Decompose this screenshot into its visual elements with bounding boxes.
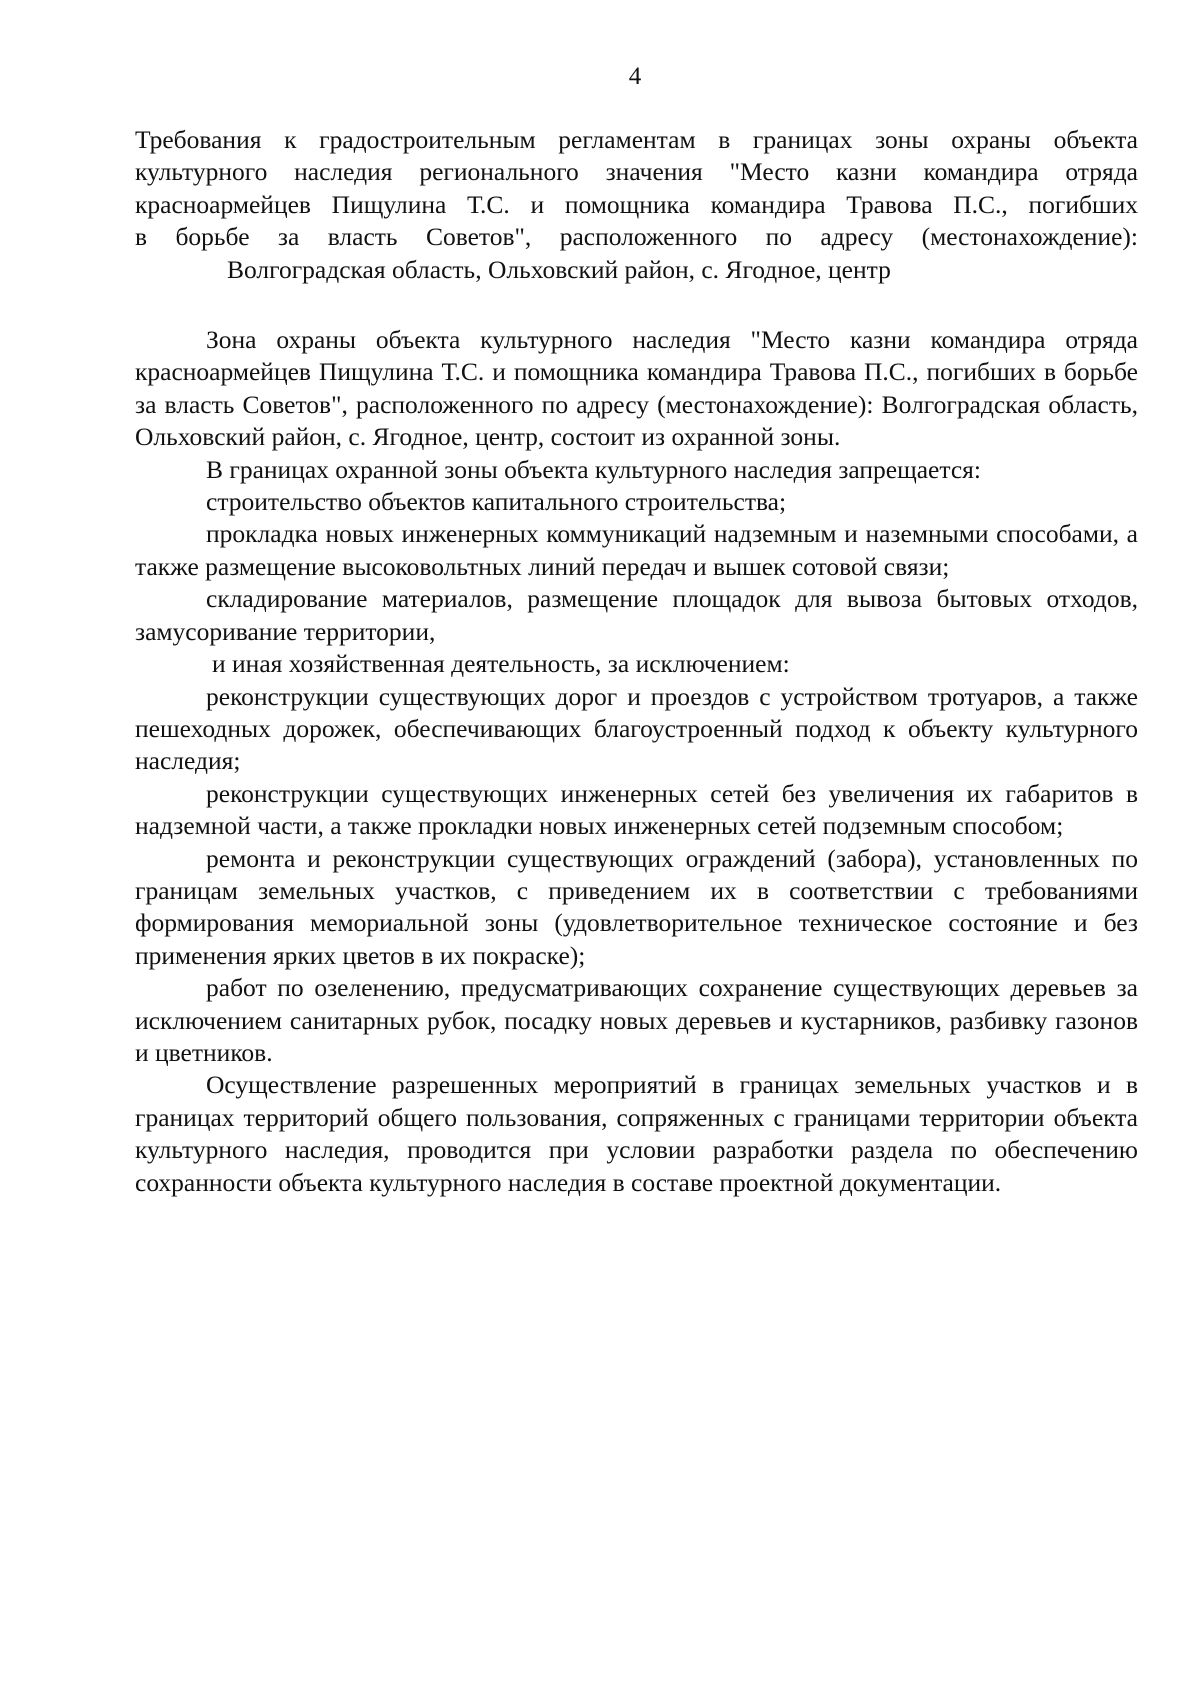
paragraph-prohibition-storage: складирование материалов, размещение площадок для вывоза бытовых отходов, замусоривание территории,: [135, 584, 1138, 646]
paragraph-prohibition-communications: прокладка новых инженерных коммуникаций надземным и наземными способами, а также размещение высоковольтных линий передач и вышек сотовой связи;: [135, 519, 1138, 581]
paragraph-exception-fences: ремонта и реконструкции существующих ограждений (забора), установленных по границам земельных участков, с приведением их в соответствии с требованиями формирования мемориальной зоны (удовлетворительное техническое состояние и без применения ярких цветов в их покраске);: [135, 843, 1138, 970]
paragraph-zone-description: Зона охраны объекта культурного наследия "Место казни командира отряда красноармейцев Пищулина Т.С. и помощника командира Травова П.С., погибших в борьбе за власть Советов", расположенного по адресу (местонахождение): Волгоградская область, Ольховский район, с. Ягодное, центр, состоит из охранной зоны.: [135, 325, 1138, 452]
paragraph-exception-networks: реконструкции существующих инженерных сетей без увеличения их габаритов в надземной части, а также прокладки новых инженерных сетей подземным способом;: [135, 778, 1138, 841]
paragraph-exception-landscaping: работ по озеленению, предусматривающих сохранение существующих деревьев за исключением санитарных рубок, посадку новых деревьев и кустарников, разбивку газонов и цветников.: [135, 973, 1138, 1067]
heading-spacer: [135, 286, 1138, 324]
document-heading: [135, 124, 1138, 286]
heading-line-1: Требования к градостроительным регламентам в границах зоны охраны объекта: [135, 125, 1138, 154]
paragraph-exceptions-intro: и иная хозяйственная деятельность, за исключением:: [212, 649, 790, 679]
paragraph-exception-roads: реконструкции существующих дорог и проездов с устройством тротуаров, а также пешеходных дорожек, обеспечивающих благоустроенный подход к объекту культурного наследия;: [135, 681, 1138, 776]
paragraph-permitted-activities: Осуществление разрешенных мероприятий в границах земельных участков и в границах территорий общего пользования, сопряженных с границами территории объекта культурного наследия, проводится при условии разработки раздела по обеспечению сохранности объекта культурного наследия в составе проектной документации.: [135, 1070, 1138, 1197]
document-body: [135, 124, 1138, 1199]
paragraph-prohibition-construction: строительство объектов капитального строительства;: [206, 487, 787, 517]
paragraph-prohibitions-intro: В границах охранной зоны объекта культурного наследия запрещается:: [206, 454, 981, 484]
heading-line-2: культурного наследия регионального значения "Место казни командира отряда: [135, 157, 1138, 187]
page-number: 4: [628, 63, 642, 90]
heading-address: Волгоградская область, Ольховский район, с. Ягодное, центр: [227, 254, 891, 284]
heading-line-4: в борьбе за власть Советов", расположенного по адресу (местонахождение):: [135, 222, 1138, 252]
heading-line-3: красноармейцев Пищулина Т.С. и помощника командира Травова П.С., погибших: [135, 189, 1138, 219]
